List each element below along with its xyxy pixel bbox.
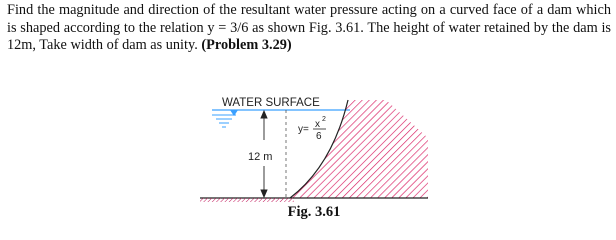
equation-exponent: 2 — [322, 116, 326, 123]
problem-text: Find the magnitude and direction of the resultant water pressure acting on a curved face of a dam which is shaped according to the relation y = 3/6 as shown Fig. 3.61. The height of water retained by the dam is 12m, Take width of dam as unity. — [7, 2, 611, 53]
equation-numerator: x — [315, 119, 320, 130]
problem-reference: (Problem 3.29) — [201, 37, 292, 53]
dam-body — [290, 100, 428, 198]
water-surface-label: WATER SURFACE — [222, 97, 320, 109]
dam-figure — [190, 88, 440, 204]
figure-caption: Fig. 3.61 — [287, 204, 341, 220]
problem-statement — [7, 2, 611, 55]
water-level-marks — [212, 115, 236, 127]
equation-y: y= — [298, 124, 309, 135]
equation-denominator: 6 — [316, 131, 322, 142]
ground-hatch — [200, 198, 294, 202]
curve-equation — [298, 116, 326, 142]
height-label: 12 m — [248, 151, 273, 163]
